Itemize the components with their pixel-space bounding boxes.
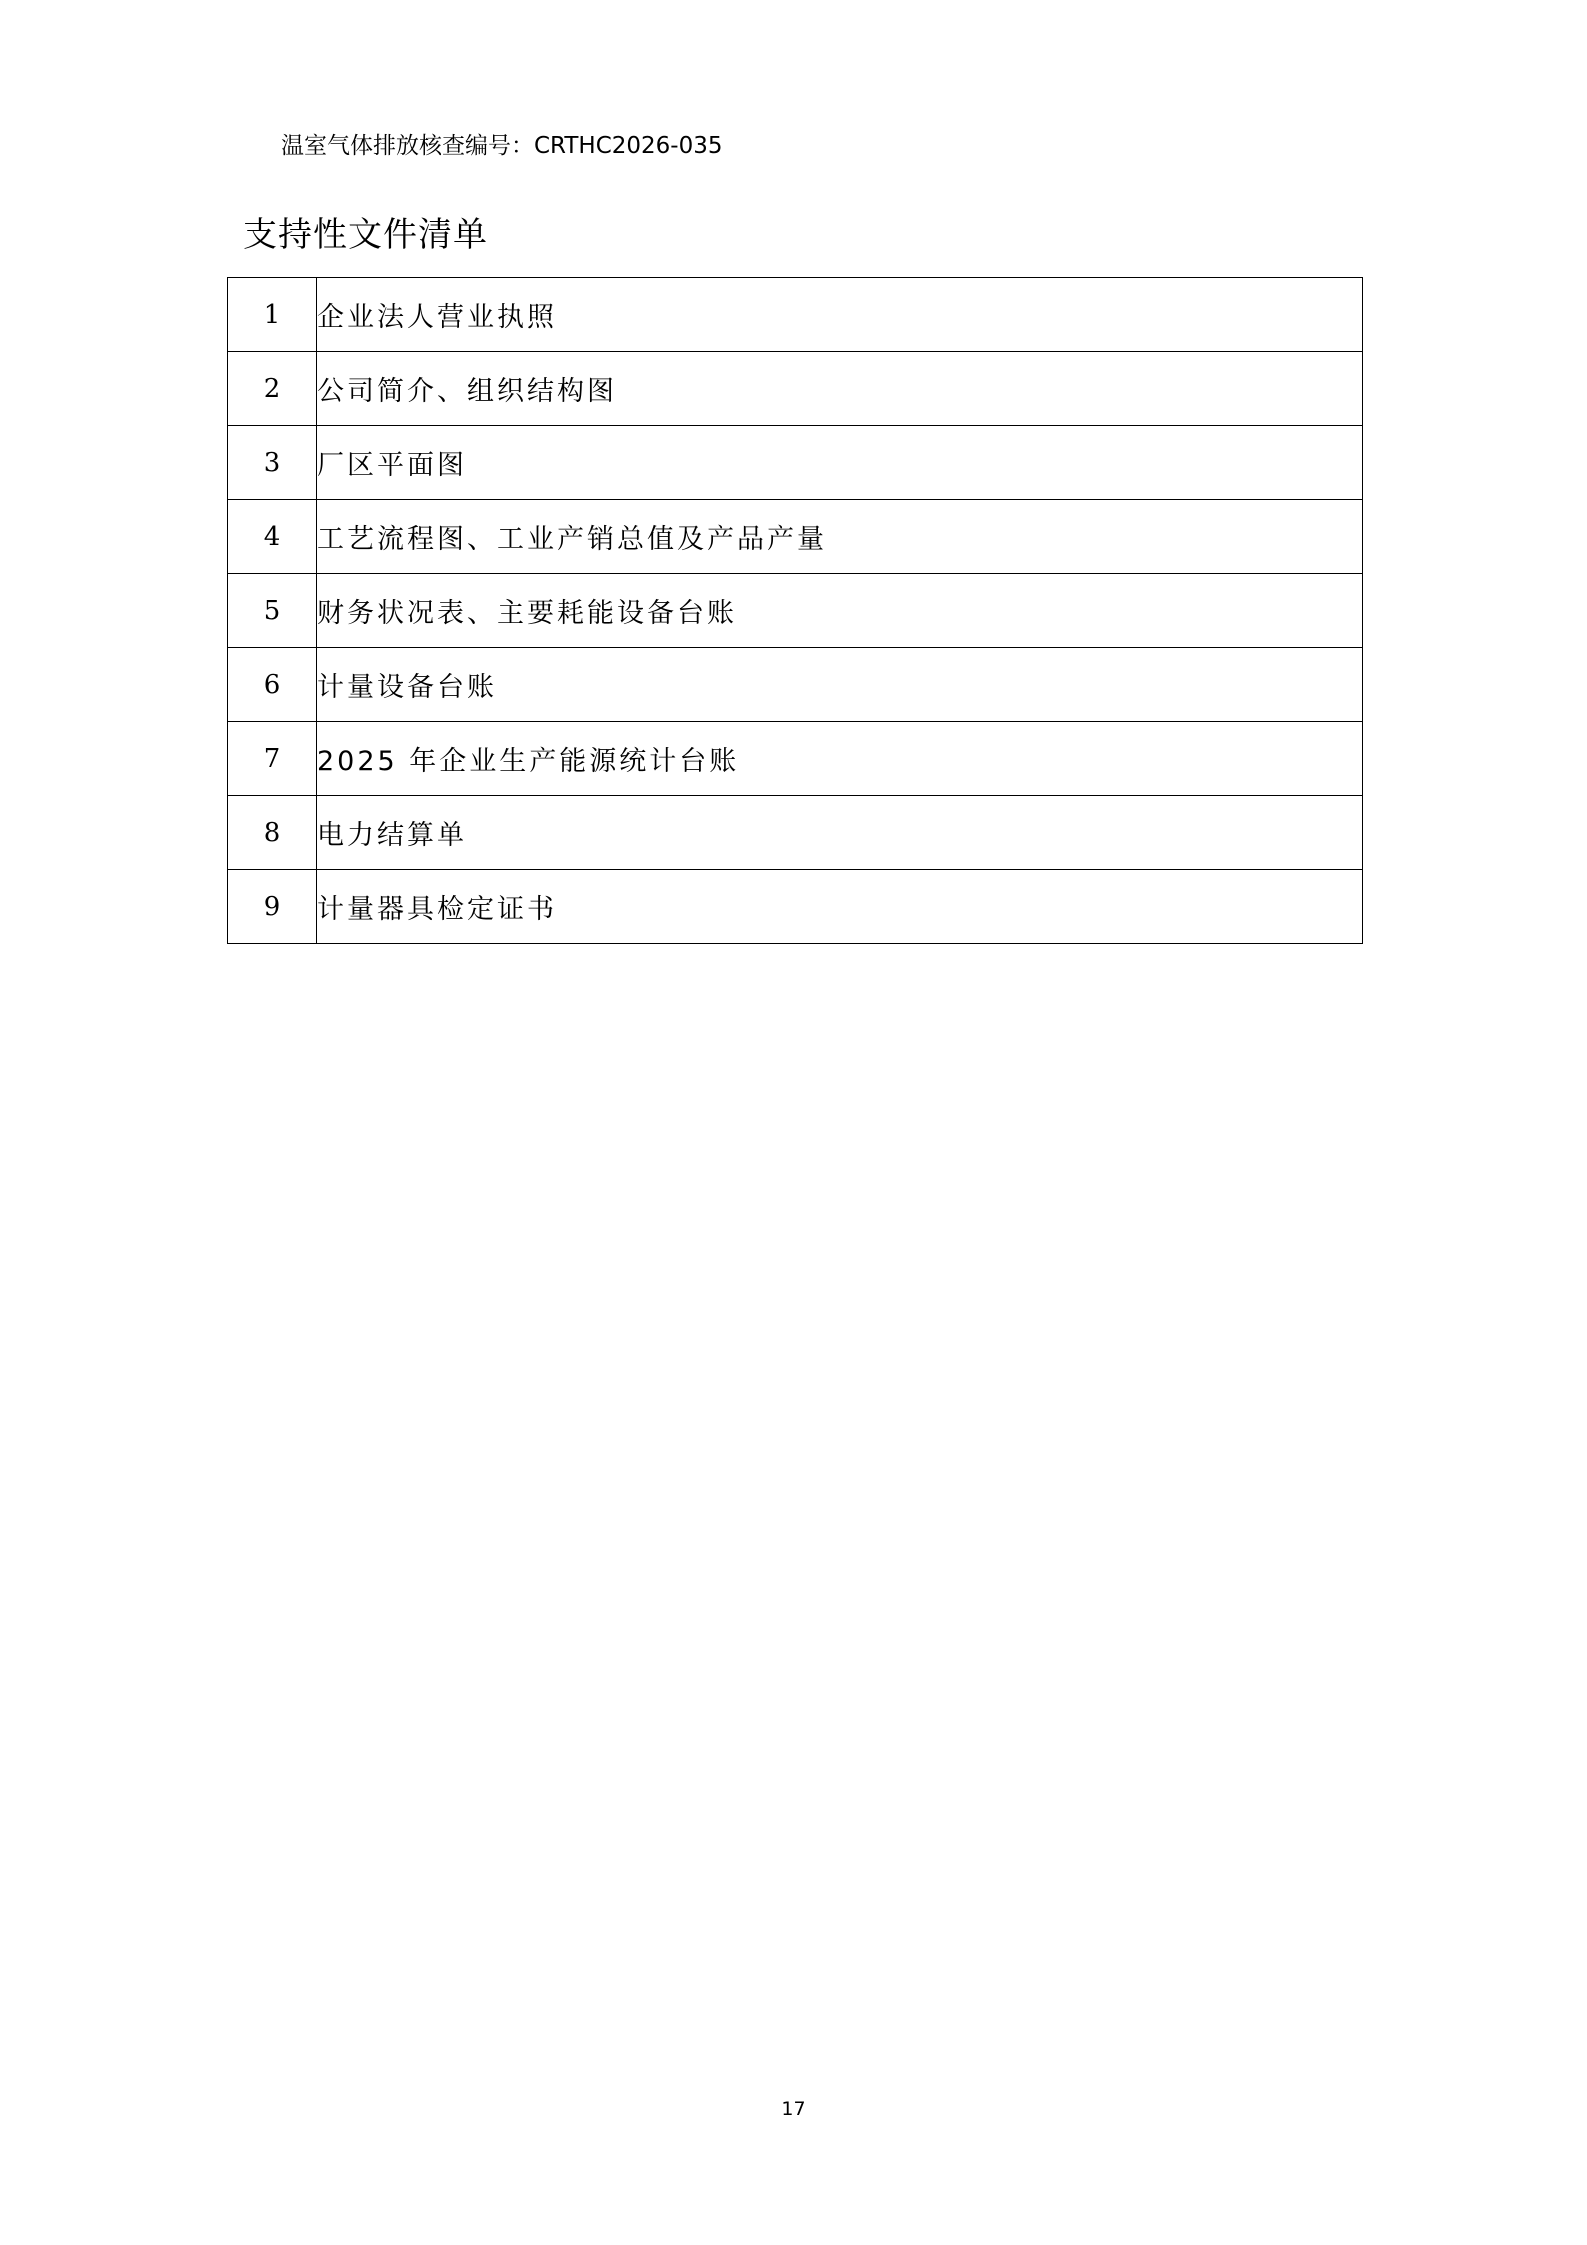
document-name: 计量设备台账 — [317, 648, 1363, 722]
document-name: 工艺流程图、工业产销总值及产品产量 — [317, 500, 1363, 574]
document-name: 财务状况表、主要耗能设备台账 — [317, 574, 1363, 648]
page-number: 17 — [781, 2098, 806, 2120]
row-number: 7 — [228, 722, 317, 796]
row-number: 1 — [228, 278, 317, 352]
row-number: 4 — [228, 500, 317, 574]
document-name: 电力结算单 — [317, 796, 1363, 870]
row-number: 8 — [228, 796, 317, 870]
table-row — [228, 574, 1363, 648]
document-name: 计量器具检定证书 — [317, 870, 1363, 944]
table-row — [228, 426, 1363, 500]
row-number: 3 — [228, 426, 317, 500]
document-name: 企业法人营业执照 — [317, 278, 1363, 352]
table-row — [228, 352, 1363, 426]
supporting-documents-table — [227, 277, 1363, 944]
document-name: 2025 年企业生产能源统计台账 — [317, 722, 1363, 796]
row-number: 5 — [228, 574, 317, 648]
table-row — [228, 500, 1363, 574]
table-row — [228, 648, 1363, 722]
row-number: 6 — [228, 648, 317, 722]
page-title: 支持性文件清单 — [243, 215, 488, 255]
row-number: 2 — [228, 352, 317, 426]
table-row — [228, 796, 1363, 870]
document-header: 温室气体排放核查编号：CRTHC2026-035 — [281, 133, 723, 159]
table-row — [228, 870, 1363, 944]
row-number: 9 — [228, 870, 317, 944]
document-name: 公司简介、组织结构图 — [317, 352, 1363, 426]
table-row — [228, 722, 1363, 796]
table-row — [228, 278, 1363, 352]
document-name: 厂区平面图 — [317, 426, 1363, 500]
